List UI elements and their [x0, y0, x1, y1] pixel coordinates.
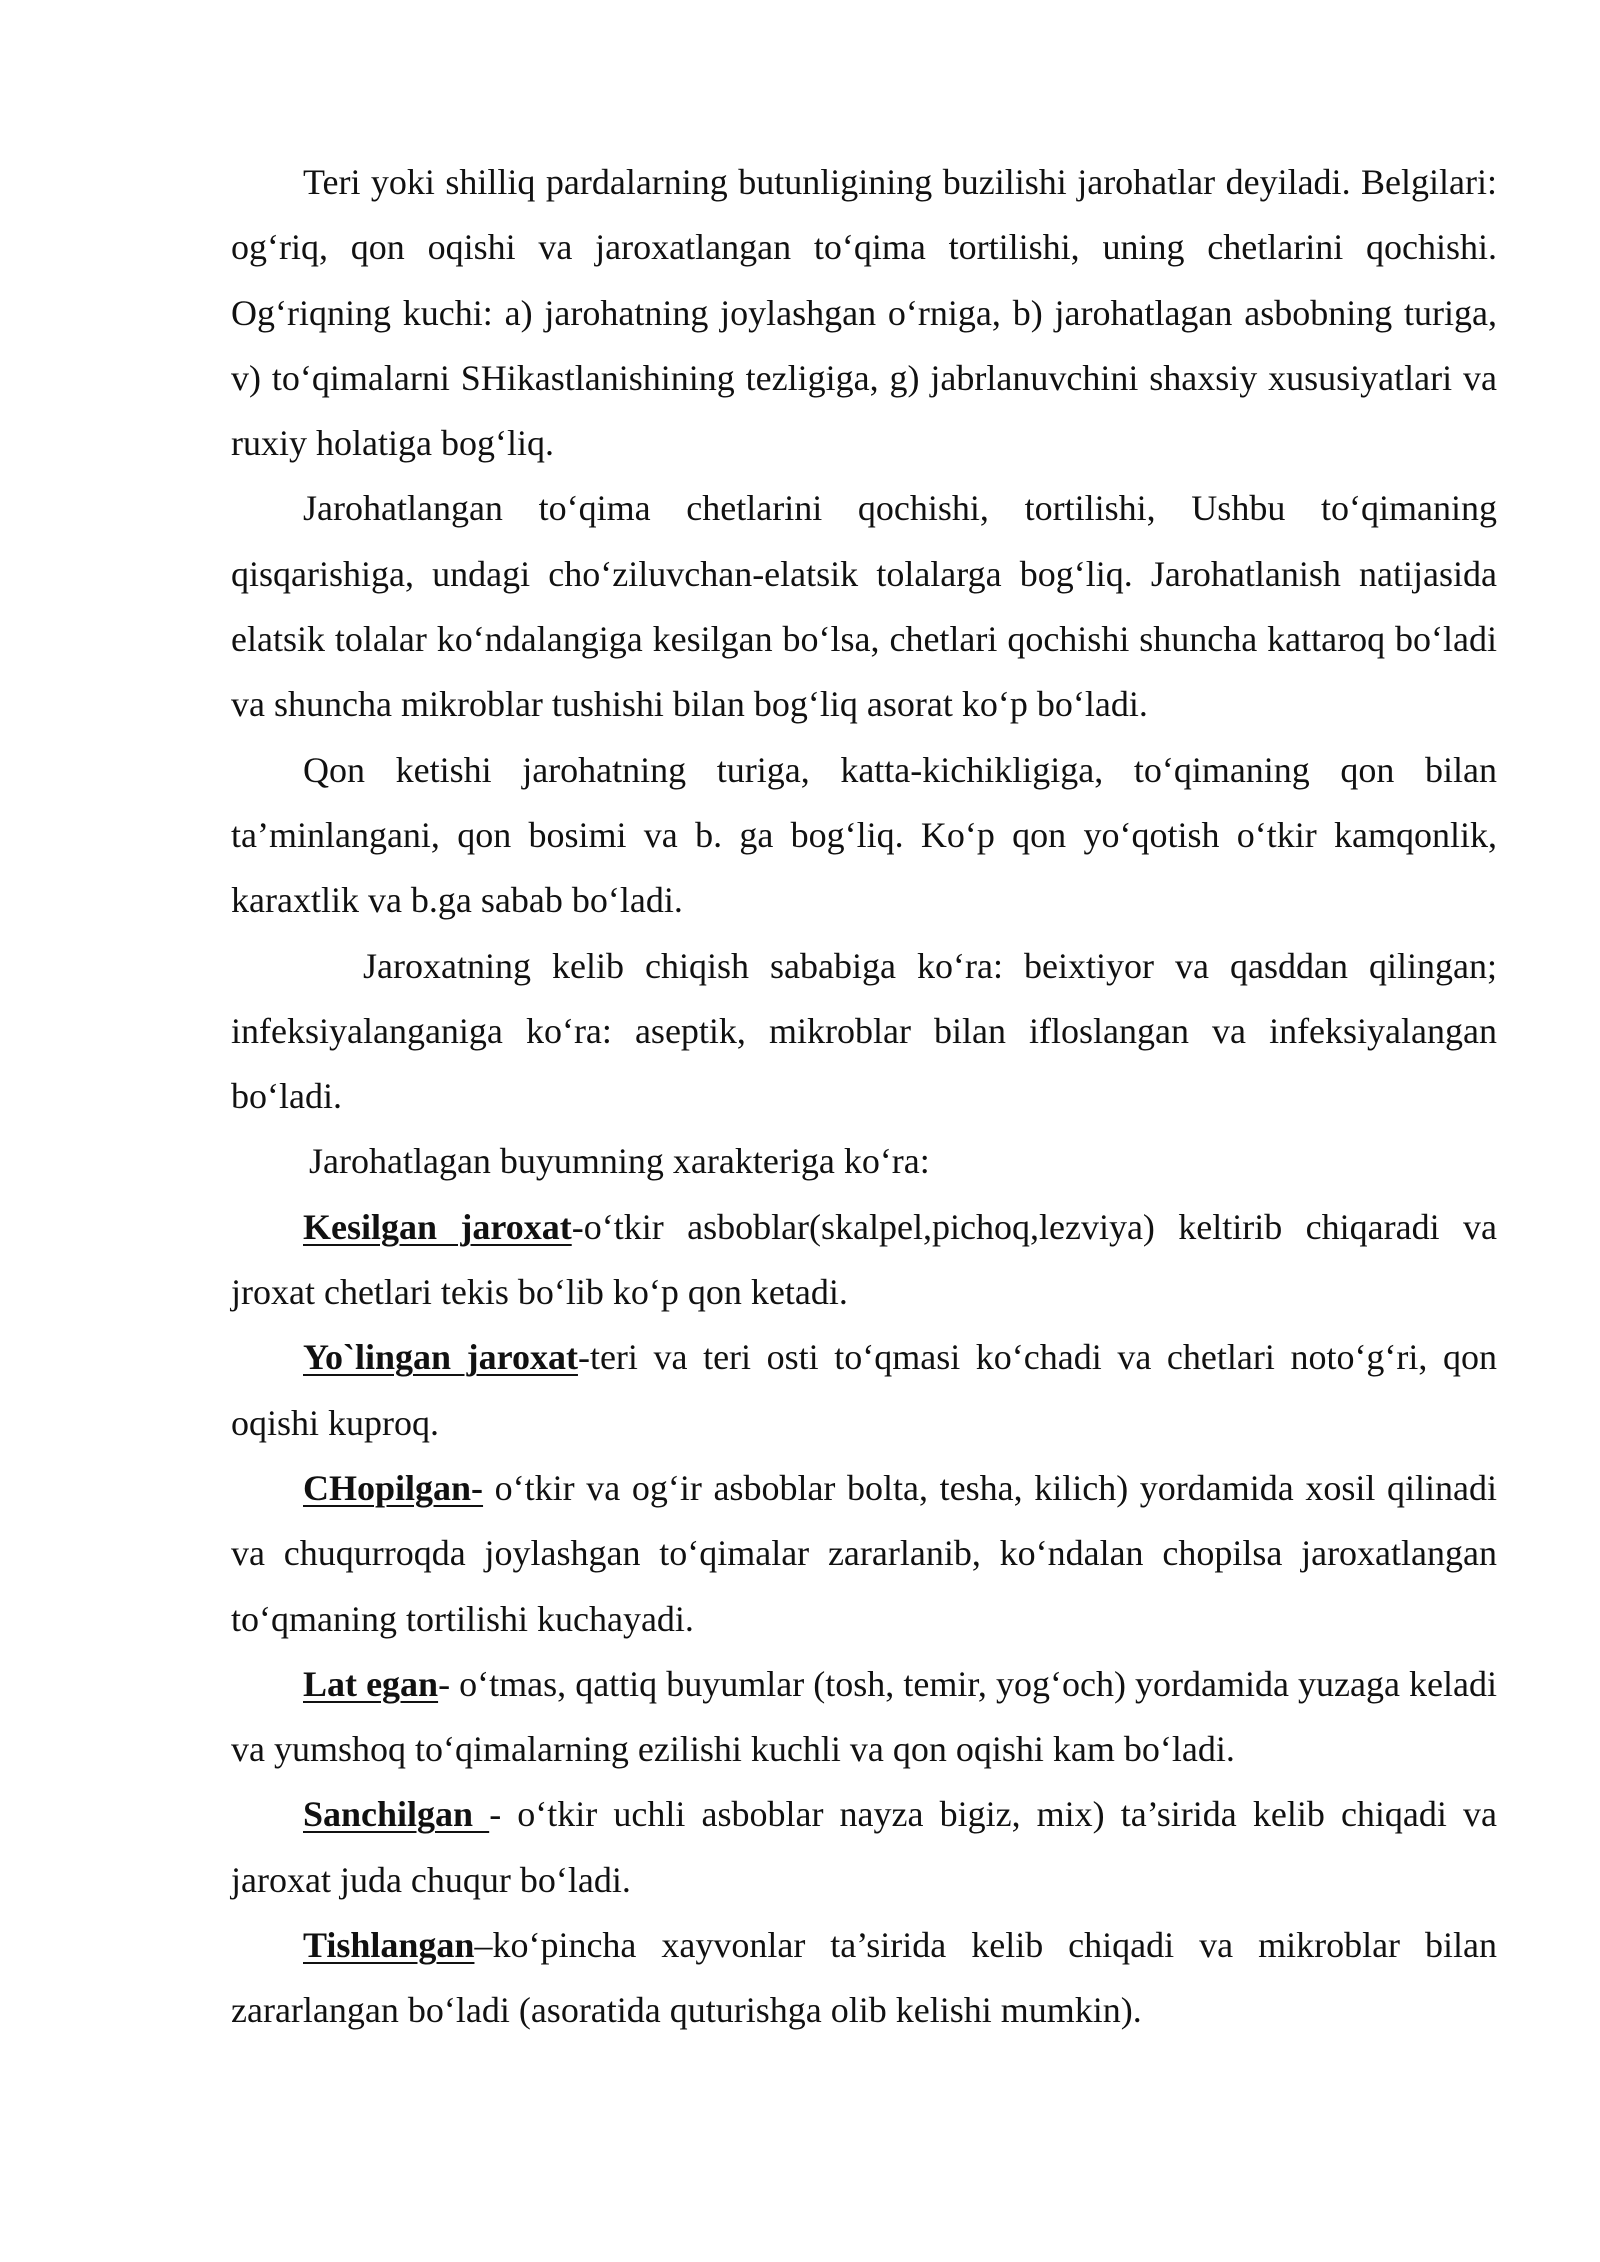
- wound-type-description: - o‘tmas, qattiq buyumlar (tosh, temir, yog‘och) yordamida yuzaga keladi va yumshoq to‘qimalarning ezilishi kuchli va qon oqishi kam bo‘ladi.: [231, 1663, 1497, 1770]
- wound-type-term: Sanchilgan: [303, 1794, 490, 1835]
- paragraph-wound-edges: Jarohatlangan to‘qima chetlarini qochishi, tortilishi, Ushbu to‘qimaning qisqarishiga, undagi cho‘ziluvchan-elatsik tolalarga bog‘liq. Jarohatlanish natijasida elatsik tolalar ko‘ndalangiga kesilgan bo‘lsa, chetlari qochishi shuncha kattaroq bo‘ladi va shuncha mikroblar tushishi bilan bog‘liq asorat ko‘p bo‘ladi.: [231, 488, 1497, 725]
- wound-type-term: Kesilgan jaroxat: [303, 1206, 572, 1247]
- wound-type-term: CHopilgan-: [303, 1467, 484, 1508]
- wound-type-contused: [231, 1652, 1497, 1783]
- wound-type-description: -teri va teri osti to‘qmasi ko‘chadi va chetlari noto‘g‘ri, qon oqishi kuproq.: [231, 1337, 1497, 1443]
- wound-type-description: –ko‘pincha xayvonlar ta’sirida kelib chiqadi va mikroblar bilan zararlangan bo‘ladi (asoratida quturishga olib kelishi mumkin).: [231, 1925, 1497, 2031]
- wound-type-description: -o‘tkir asboblar(skalpel,pichoq,lezviya) keltirib chiqaradi va jroxat chetlari tekis bo‘lib ko‘p qon ketadi.: [231, 1206, 1497, 1313]
- wound-type-bite: [231, 1913, 1497, 2044]
- paragraph-wound-definition: Teri yoki shilliq pardalarning butunligining buzilishi jarohatlar deyiladi. Belgilari: og‘riq, qon oqishi va jaroxatlangan to‘qima tortilishi, uning chetlarini qochishi. Og‘riqning kuchi: a) jarohatning joylashgan o‘rniga, b) jarohatlagan asbobning turiga, v) to‘qimalarni SHikastlanishining tezligiga, g) jabrlanuvchini shaxsiy xususiyatlari va ruxiy holatiga bog‘liq.: [231, 162, 1497, 464]
- wound-type-term: Tishlangan: [303, 1925, 475, 1966]
- paragraph-wound-origin: Jaroxatning kelib chiqish sababiga ko‘ra: beixtiyor va qasddan qilingan; infeksiyalanganiga ko‘ra: aseptik, mikroblar bilan ifloslangan va infeksiyalangan bo‘ladi.: [231, 945, 1497, 1117]
- wound-type-chopped: [231, 1456, 1497, 1652]
- wound-type-term: Lat egan: [303, 1663, 439, 1704]
- wound-type-puncture: [231, 1782, 1497, 1913]
- wound-type-torn: [231, 1325, 1497, 1456]
- wound-type-description: o‘tkir va og‘ir asboblar bolta, tesha, kilich) yordamida xosil qilinadi va chuqurroqda joylashgan to‘qimalar zararlanib, ko‘ndalan chopilsa jaroxatlangan to‘qmaning tortilishi kuchayadi.: [231, 1467, 1497, 1639]
- paragraph-bleeding: Qon ketishi jarohatning turiga, katta-kichikligiga, to‘qimaning qon bilan ta’minlangani, qon bosimi va b. ga bog‘liq. Ko‘p qon yo‘qotish o‘tkir kamqonlik, karaxtlik va b.ga sabab bo‘ladi.: [231, 749, 1497, 921]
- wound-type-description: - o‘tkir uchli asboblar nayza bigiz, mix) ta’sirida kelib chiqadi va jaroxat juda chuqur bo‘ladi.: [231, 1794, 1497, 1900]
- paragraph-types-heading: Jarohatlagan buyumning xarakteriga ko‘ra:: [309, 1141, 930, 1182]
- wound-type-term: Yo`lingan jaroxat: [303, 1337, 578, 1378]
- document-page: [231, 150, 1497, 2044]
- wound-type-incised: [231, 1195, 1497, 1326]
